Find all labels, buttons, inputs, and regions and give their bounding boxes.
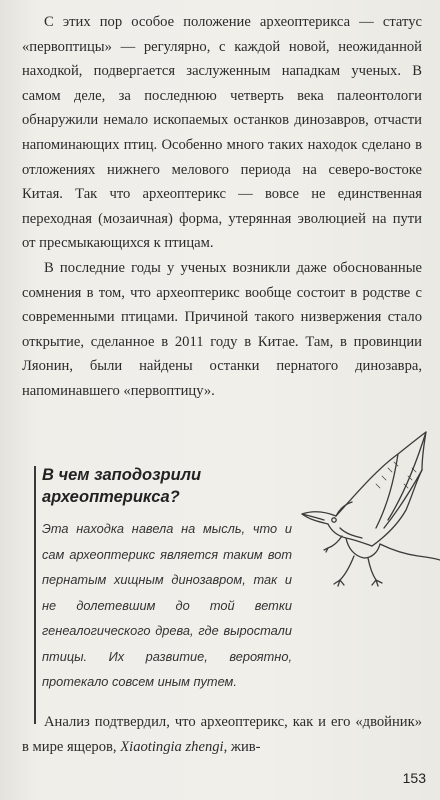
paragraph-3-start: Анализ подтвердил, что археоптерикс, как и его «двойник» в мире ящеров,: [22, 714, 422, 755]
paragraph-2: В последние годы у ученых возникли даже обоснованные сомнения в том, что археоптерикс вообще состоит в родстве с современными птицами. Причиной такого низвержения стало открытие, сделанное в 2011 году в Китае. Там, в провинции Ляонин, были найдены останки пернатого динозавра, напоминавшего «первоптицу».: [22, 259, 422, 399]
sidebar-box: [42, 464, 304, 695]
paragraph-3-end: , жив-: [223, 738, 261, 755]
sidebar-title: В чем заподозрили археоптерикса?: [42, 466, 202, 506]
pterodactyl-illustration: [276, 424, 440, 594]
sidebar-text: Эта находка навела на мысль, что и сам археоптерикс является таким вот пернатым хищным динозавром, так и не долетевшим до той ветки генеалогического древа, где выростали птицы. Их развитие, вероятно, протекало совсем иным путем.: [42, 521, 292, 689]
paragraph-3: [22, 710, 422, 759]
sidebar-rule: [34, 466, 36, 724]
species-name: Xiaotingia zhengi: [120, 738, 224, 755]
main-text: [22, 10, 422, 404]
continuation-text: [22, 710, 422, 759]
paragraph-1: С этих пор особое положение археоптерикса — статус «первоптицы» — регулярно, с каждой новой, неожиданной находкой, подвергается заслуженным нападкам ученых. В самом деле, за последнюю четверть века палеонтологи обнаружили немало ископаемых останков динозавров, отчасти напоминающих птиц. Особенно много таких находок сделано в отложениях нижнего мелового периода на северо-востоке Китая. Так что археоптерикс — вовсе не единственная переходная (мозаичная) форма, утерянная эволюцией на пути от пресмыкающихся к птицам.: [22, 14, 422, 252]
page-number: 153: [402, 770, 426, 786]
